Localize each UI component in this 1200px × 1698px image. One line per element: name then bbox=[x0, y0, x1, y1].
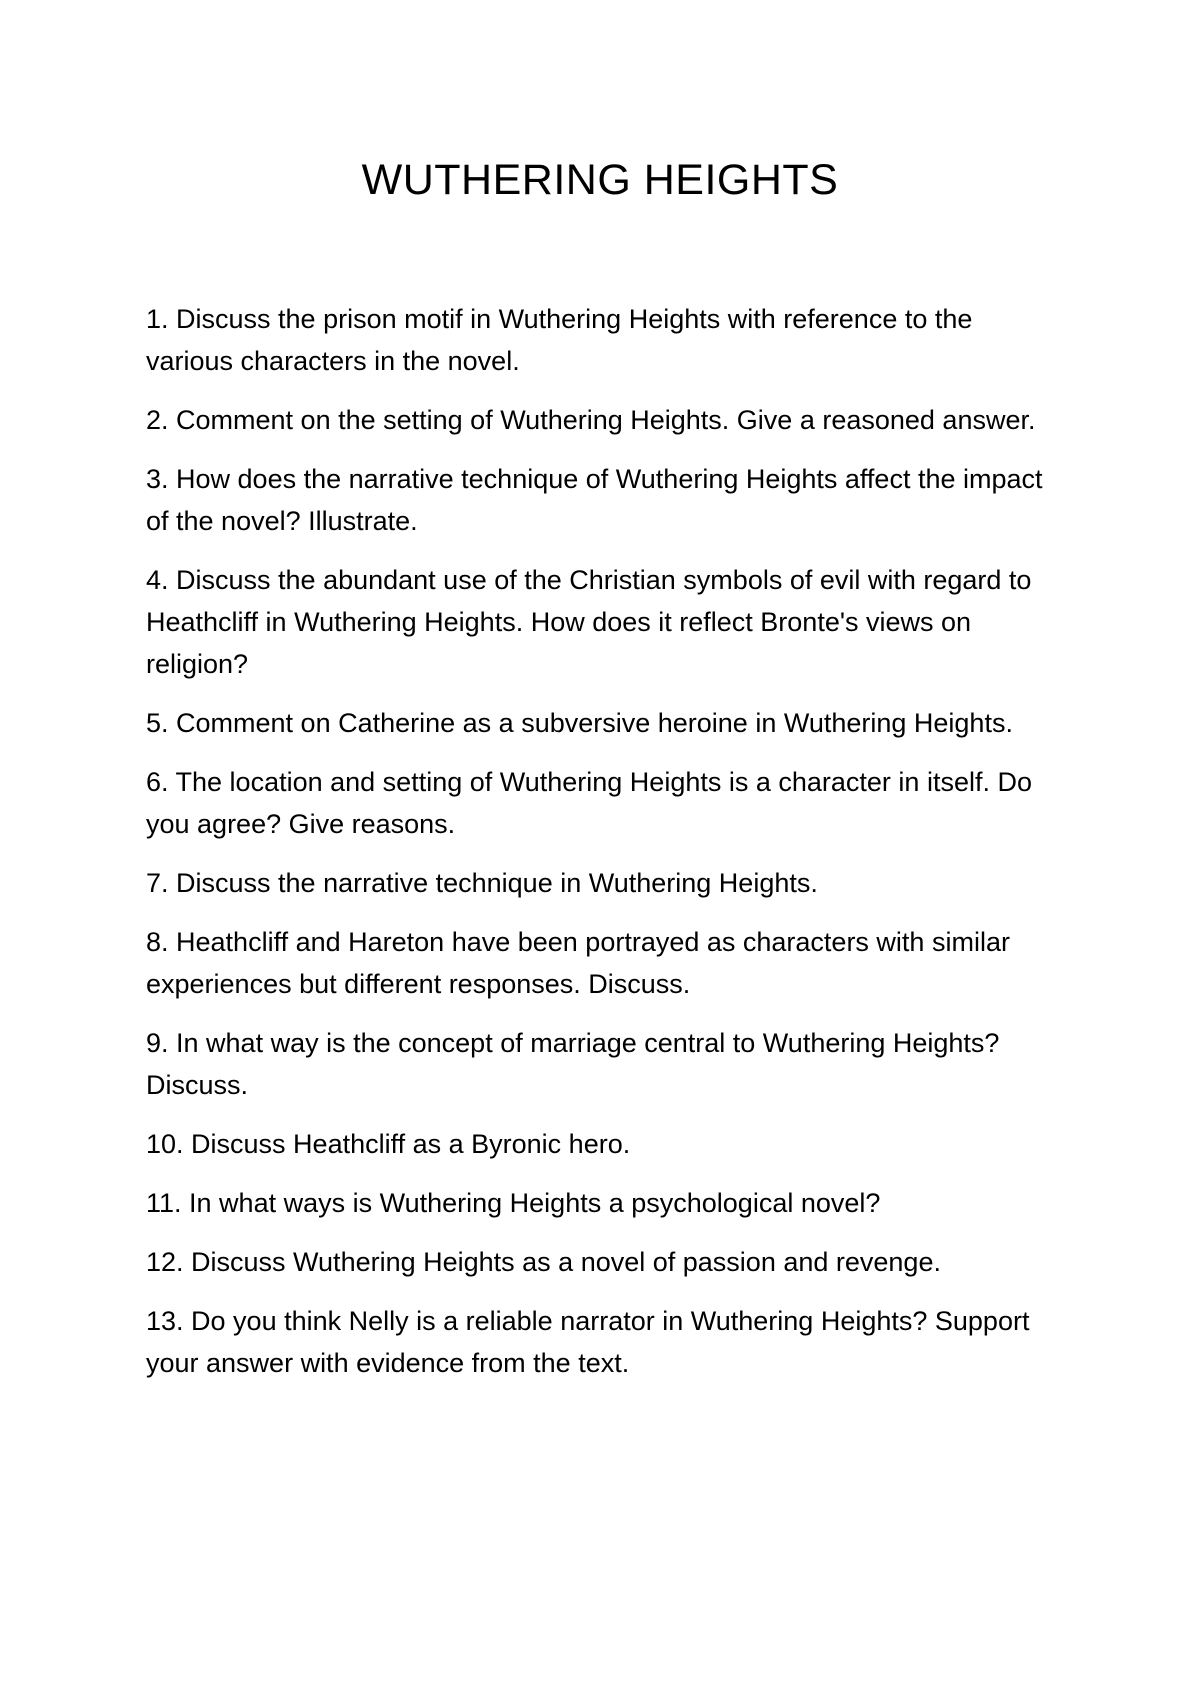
question-4: 4. Discuss the abundant use of the Christian symbols of evil with regard to Heathcliff in Wuthering Heights. How does it reflect Bronte's views on religion? bbox=[146, 565, 1032, 679]
question-13: 13. Do you think Nelly is a reliable narrator in Wuthering Heights? Support your answer with evidence from the text. bbox=[146, 1306, 1030, 1378]
question-8: 8. Heathcliff and Hareton have been portrayed as characters with similar experiences but different responses. Discuss. bbox=[146, 927, 1010, 999]
question-7: 7. Discuss the narrative technique in Wuthering Heights. bbox=[146, 868, 818, 898]
question-1: 1. Discuss the prison motif in Wuthering Heights with reference to the various characters in the novel. bbox=[146, 304, 973, 376]
question-6: 6. The location and setting of Wuthering Heights is a character in itself. Do you agree? Give reasons. bbox=[146, 767, 1032, 839]
question-9: 9. In what way is the concept of marriage central to Wuthering Heights? Discuss. bbox=[146, 1028, 1000, 1100]
question-10: 10. Discuss Heathcliff as a Byronic hero. bbox=[146, 1129, 631, 1159]
question-12: 12. Discuss Wuthering Heights as a novel of passion and revenge. bbox=[146, 1247, 941, 1277]
question-3: 3. How does the narrative technique of Wuthering Heights affect the impact of the novel? Illustrate. bbox=[146, 464, 1043, 536]
document-title: WUTHERING HEIGHTS bbox=[361, 156, 839, 204]
question-5: 5. Comment on Catherine as a subversive heroine in Wuthering Heights. bbox=[146, 708, 1013, 738]
question-2: 2. Comment on the setting of Wuthering Heights. Give a reasoned answer. bbox=[146, 405, 1036, 435]
question-11: 11. In what ways is Wuthering Heights a psychological novel? bbox=[146, 1188, 881, 1218]
question-list bbox=[146, 298, 1066, 1401]
